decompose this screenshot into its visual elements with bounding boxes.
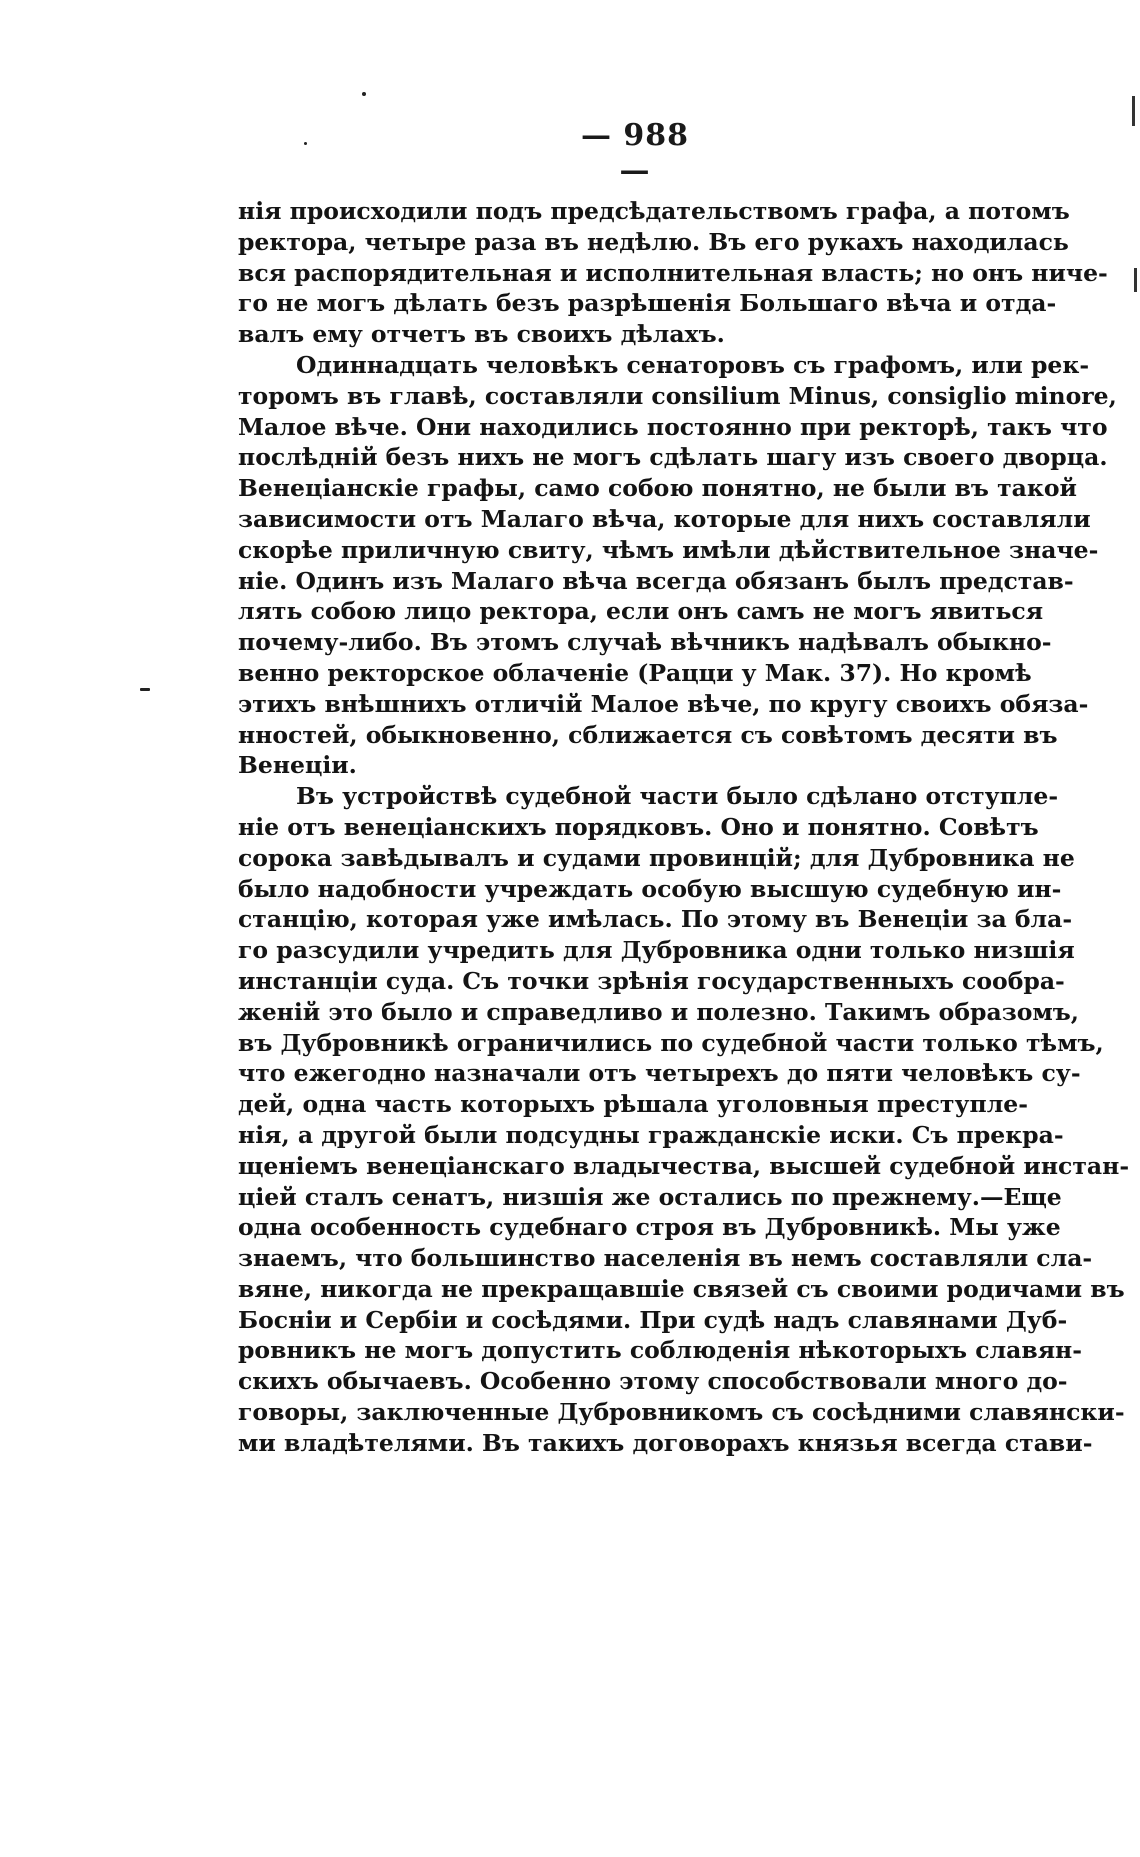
text-line: сорока завѣдывалъ и судами провинцій; для Дубровника не xyxy=(238,843,1075,872)
text-line: нія, а другой были подсудны гражданскіе иски. Съ прекра- xyxy=(238,1120,1064,1149)
paragraph-start-line: Въ устройствѣ судебной части было сдѣлано отступле- xyxy=(296,782,1059,811)
page-number: — 988 — xyxy=(580,118,690,188)
text-line: скихъ обычаевъ. Особенно этому способствовали много до- xyxy=(238,1367,1068,1396)
text-line: знаемъ, что большинство населенія въ немъ составляли сла- xyxy=(238,1244,1093,1273)
text-line: го разсудили учредить для Дубровника одни только низшія xyxy=(238,936,1075,965)
text-line: Малое вѣче. Они находились постоянно при ректорѣ, такъ что xyxy=(238,412,1108,441)
text-line: го не могъ дѣлать безъ разрѣшенія Большаго вѣча и отда- xyxy=(238,289,1057,318)
text-line: ровникъ не могъ допустить соблюденія нѣкоторыхъ славян- xyxy=(238,1336,1083,1365)
text-line: Венеціанскіе графы, само собою понятно, не были въ такой xyxy=(238,474,1077,503)
text-line: этихъ внѣшнихъ отличій Малое вѣче, по кругу своихъ обяза- xyxy=(238,689,1089,718)
scan-edge-mark xyxy=(1132,96,1135,126)
text-line: дей, одна часть которыхъ рѣшала уголовныя преступле- xyxy=(238,1090,1028,1119)
text-line: ми владѣтелями. Въ такихъ договорахъ князья всегда стави- xyxy=(238,1428,1093,1457)
text-line: венно ректорское облаченіе (Рацци у Мак. 37). Но кромѣ xyxy=(238,658,1032,687)
paragraph-start-line: Одиннадцать человѣкъ сенаторовъ съ графомъ, или рек- xyxy=(296,350,1090,379)
text-line: говоры, заключенные Дубровникомъ съ сосѣдними славянски- xyxy=(238,1398,1125,1427)
text-line: нія происходили подъ предсѣдательствомъ графа, а потомъ xyxy=(238,197,1070,225)
text-line: ректора, четыре раза въ недѣлю. Въ его рукахъ находилась xyxy=(238,227,1069,256)
text-line: въ Дубровникѣ ограничились по судебной части только тѣмъ, xyxy=(238,1028,1104,1057)
scan-speck xyxy=(140,688,150,691)
text-line: валъ ему отчетъ въ своихъ дѣлахъ. xyxy=(238,320,725,349)
text-line: лять собою лицо ректора, если онъ самъ не могъ явиться xyxy=(238,597,1044,626)
text-line: одна особенность судебнаго строя въ Дубровникѣ. Мы уже xyxy=(238,1213,1061,1242)
body-text xyxy=(238,196,1130,1459)
text-line: было надобности учреждать особую высшую судебную ин- xyxy=(238,874,1062,903)
text-line: почему-либо. Въ этомъ случаѣ вѣчникъ надѣвалъ обыкно- xyxy=(238,628,1052,657)
text-line: вяне, никогда не прекращавшіе связей съ своими родичами въ xyxy=(238,1274,1125,1303)
scan-speck xyxy=(362,92,366,96)
text-line: послѣдній безъ нихъ не могъ сдѣлать шагу изъ своего дворца. xyxy=(238,443,1108,472)
text-line: зависимости отъ Малаго вѣча, которые для нихъ составляли xyxy=(238,504,1091,533)
text-line: ціей сталъ сенатъ, низшія же остались по прежнему.—Еще xyxy=(238,1182,1062,1211)
text-line: женій это было и справедливо и полезно. Такимъ образомъ, xyxy=(238,997,1079,1026)
text-line: станцію, которая уже имѣлась. По этому въ Венеціи за бла- xyxy=(238,905,1073,934)
scan-speck xyxy=(304,142,307,145)
text-line: ніе отъ венеціанскихъ порядковъ. Оно и понятно. Совѣтъ xyxy=(238,812,1039,841)
text-line: вся распорядительная и исполнительная власть; но онъ ниче- xyxy=(238,258,1108,287)
text-line: щеніемъ венеціанскаго владычества, высшей судебной инстан- xyxy=(238,1151,1130,1180)
text-line: торомъ въ главѣ, составляли consilium Minus, consiglio minore, xyxy=(238,381,1117,410)
text-line: Босніи и Сербіи и сосѣдями. При судѣ надъ славянами Дуб- xyxy=(238,1305,1068,1334)
text-line: что ежегодно назначали отъ четырехъ до пяти человѣкъ су- xyxy=(238,1059,1081,1088)
text-line: инстанціи суда. Съ точки зрѣнія государственныхъ сообра- xyxy=(238,966,1065,995)
scan-edge-mark xyxy=(1134,268,1137,292)
text-line: нностей, обыкновенно, сближается съ совѣтомъ десяти въ xyxy=(238,720,1058,749)
text-line: Венеціи. xyxy=(238,751,357,780)
text-line: скорѣе приличную свиту, чѣмъ имѣли дѣйствительное значе- xyxy=(238,535,1099,564)
text-line: ніе. Одинъ изъ Малаго вѣча всегда обязанъ былъ представ- xyxy=(238,566,1074,595)
